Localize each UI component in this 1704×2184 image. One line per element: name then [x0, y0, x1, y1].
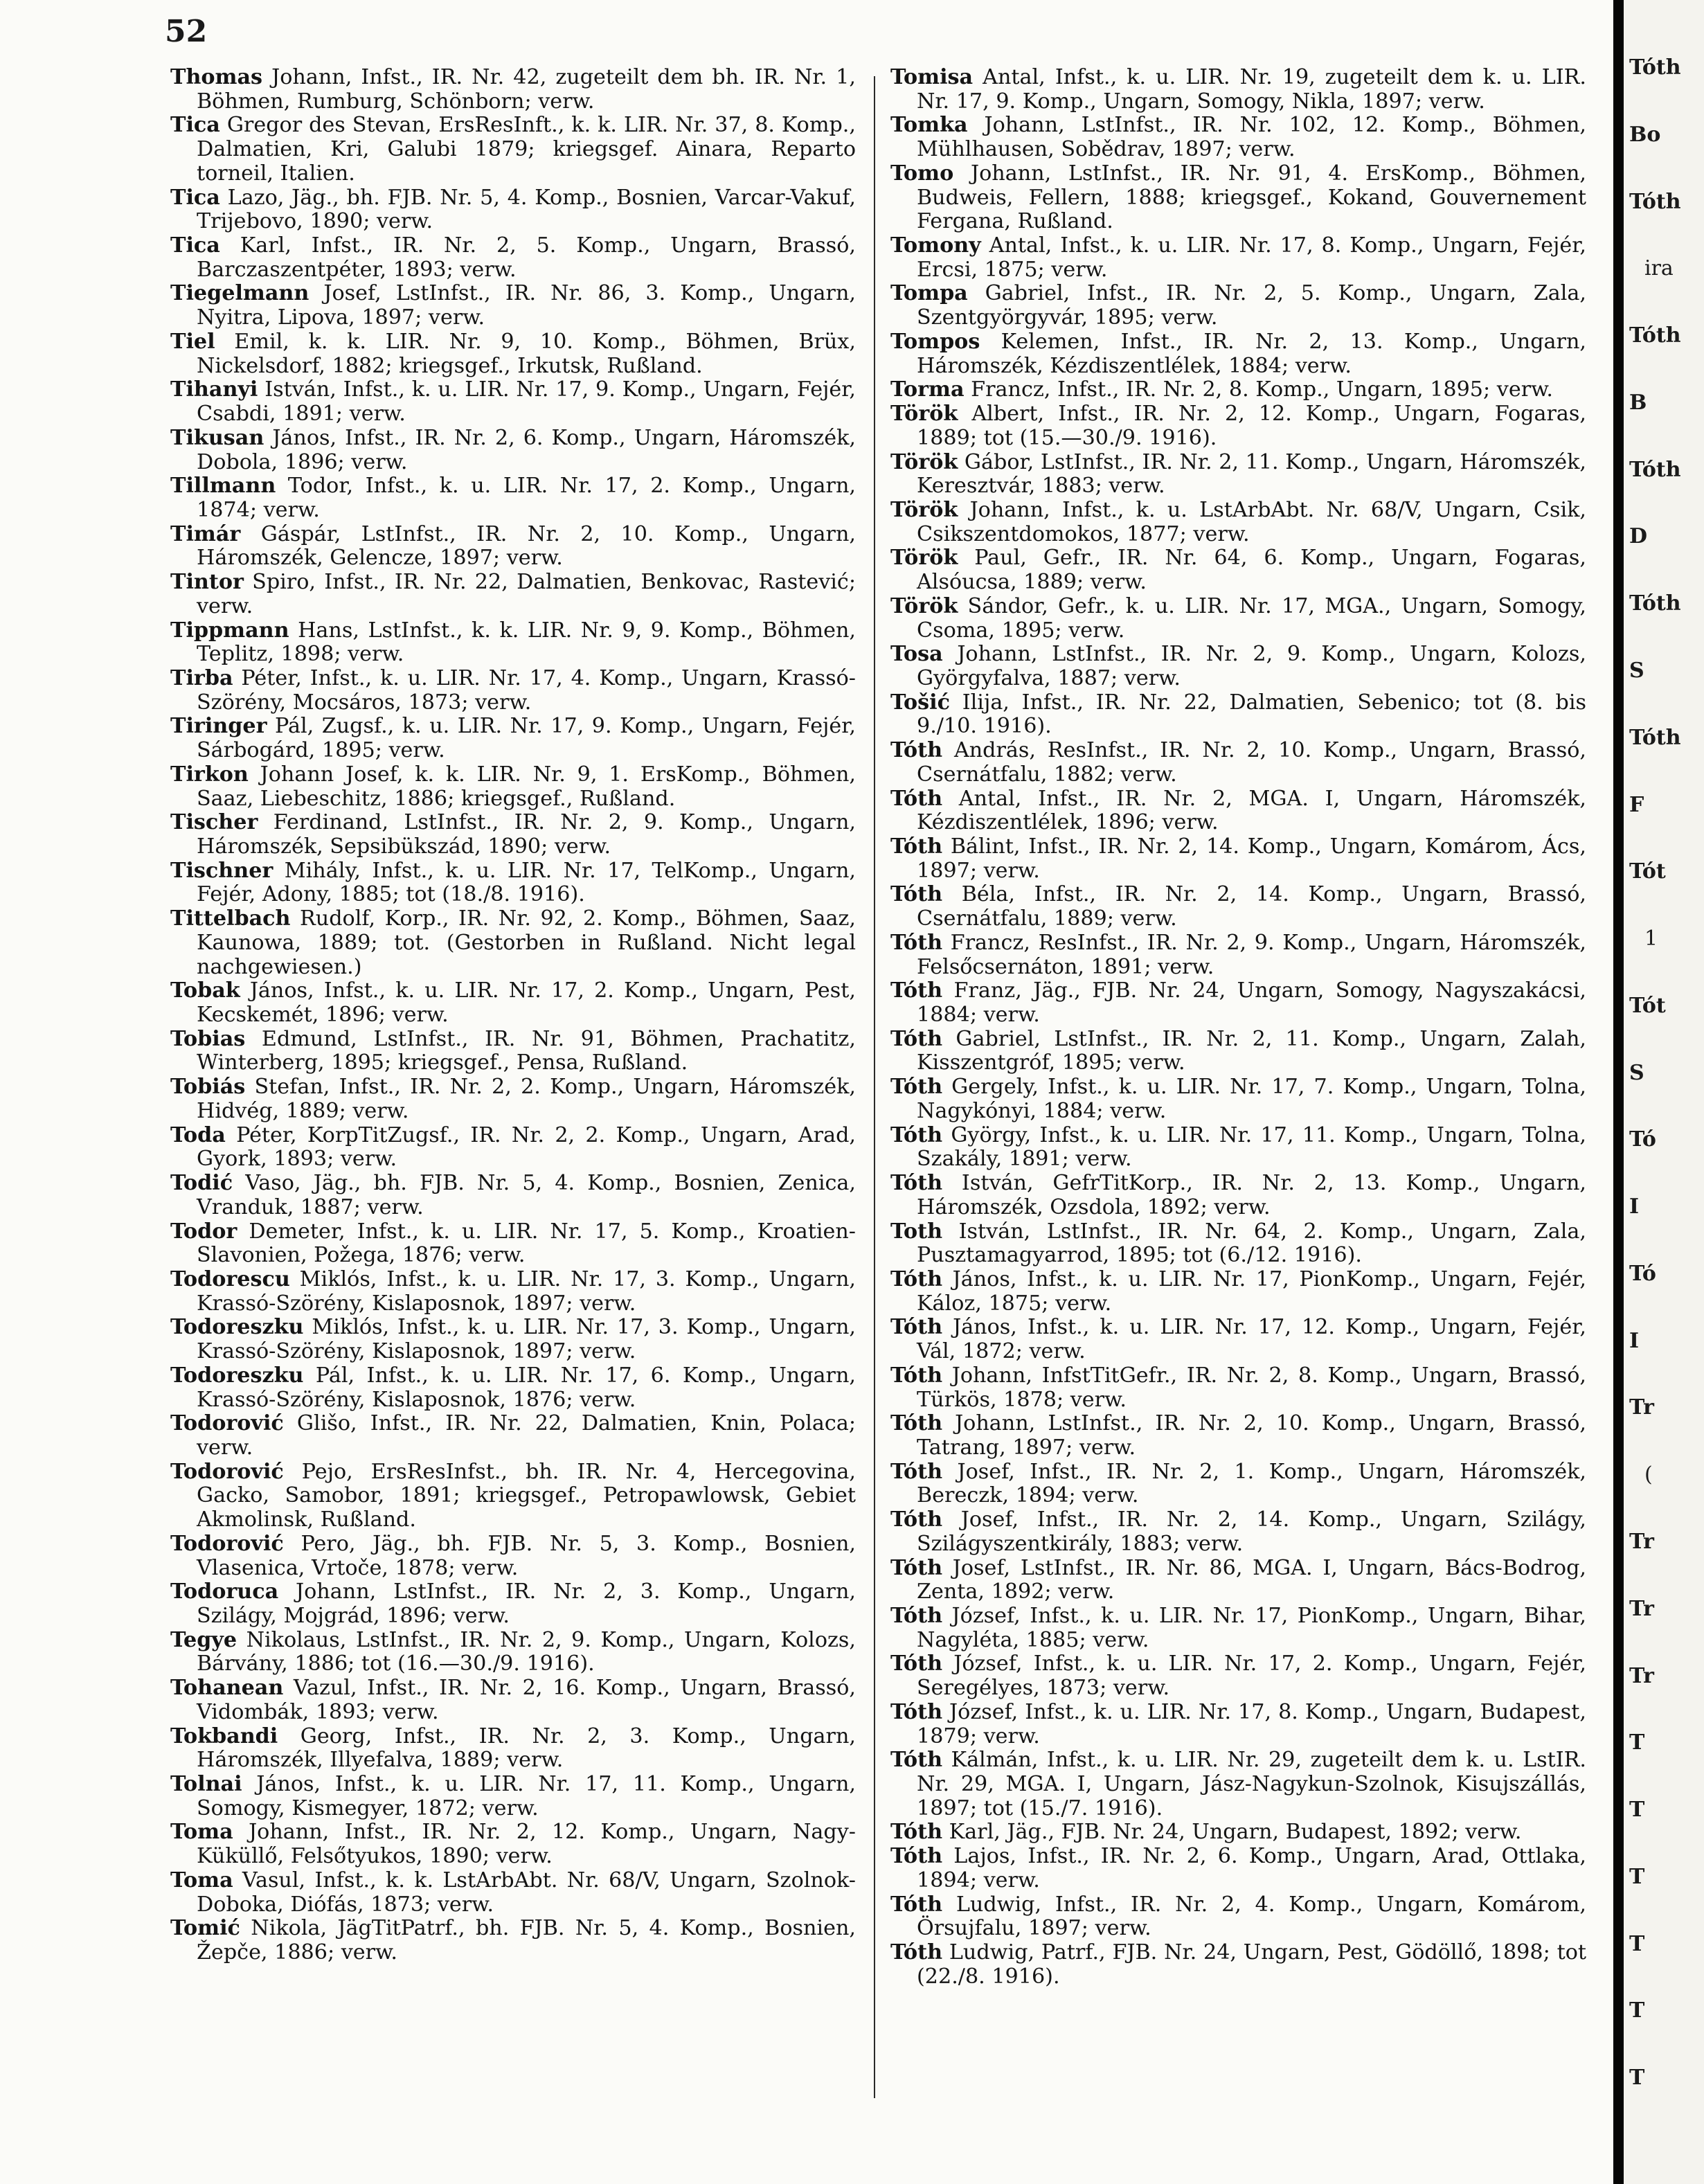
entry-details: József, Infst., k. u. LIR. Nr. 17, PionKomp., Ungarn, Bihar, Nagyléta, 1885; verw.: [917, 1604, 1586, 1652]
entry-details: József, Infst., k. u. LIR. Nr. 17, 2. Komp., Ungarn, Fejér, Seregélyes, 1873; verw.: [917, 1652, 1586, 1701]
entry-details: Ludwig, Infst., IR. Nr. 2, 4. Komp., Ungarn, Komárom, Örsujfalu, 1897; verw.: [917, 1892, 1586, 1941]
entry-details: Lajos, Infst., IR. Nr. 2, 6. Komp., Ungarn, Arad, Ottlaka, 1894; verw.: [917, 1844, 1586, 1892]
entry-details: Gabriel, LstInfst., IR. Nr. 2, 11. Komp., Ungarn, Zalah, Kisszentgróf, 1895; verw.: [917, 1026, 1586, 1075]
entry-surname: Todorović: [170, 1459, 284, 1484]
register-entry: [890, 66, 1586, 114]
register-entry: [170, 234, 856, 282]
entry-details: Gabriel, Infst., IR. Nr. 2, 5. Komp., Ungarn, Zala, Szentgyörgyvár, 1895; verw.: [917, 281, 1586, 330]
register-entry: [170, 979, 856, 1027]
entry-details: Albert, Infst., IR. Nr. 2, 12. Komp., Ungarn, Fogaras, 1889; tot (15.—30./9. 1916).: [917, 402, 1586, 450]
entry-details: Miklós, Infst., k. u. LIR. Nr. 17, 3. Komp., Ungarn, Krassó-Szörény, Kislaposnok, 1897; verw.: [197, 1266, 856, 1316]
register-entry: [170, 523, 856, 571]
register-entry: [170, 114, 856, 186]
entry-surname: Tirba: [170, 665, 233, 690]
entry-details: Lazo, Jäg., bh. FJB. Nr. 5, 4. Komp., Bosnien, Varcar-Vakuf, Trijebovo, 1890; verw.: [197, 185, 856, 234]
entry-details: István, LstInfst., IR. Nr. 64, 2. Komp., Ungarn, Zala, Pusztamagyarrod, 1895; tot (6./12. 1916).: [917, 1219, 1586, 1268]
entry-details: Karl, Infst., IR. Nr. 2, 5. Komp., Ungarn, Brassó, Barczaszentpéter, 1893; verw.: [197, 233, 856, 282]
entry-details: Glišo, Infst., IR. Nr. 22, Dalmatien, Knin, Polaca; verw.: [197, 1411, 856, 1460]
entry-details: Emil, k. k. LIR. Nr. 9, 10. Komp., Böhmen, Brüx, Nickelsdorf, 1882; kriegsgef., Irkutsk, Rußland.: [197, 329, 856, 378]
right-column: [890, 66, 1586, 1989]
entry-surname: Tóth: [890, 882, 943, 907]
register-entry: [170, 859, 856, 907]
next-page-fragment: Tr: [1629, 1663, 1654, 1688]
entry-surname: Tóth: [890, 786, 943, 811]
register-entry: [890, 1748, 1586, 1820]
register-entry: [890, 1941, 1586, 1989]
entry-details: Georg, Infst., IR. Nr. 2, 3. Komp., Ungarn, Háromszék, Illyefalva, 1889; verw.: [197, 1724, 856, 1773]
entry-surname: Tóth: [890, 834, 943, 859]
entry-details: Edmund, LstInfst., IR. Nr. 91, Böhmen, Prachatitz, Winterberg, 1895; kriegsgef., Pensa, Rußland.: [197, 1026, 856, 1075]
entry-details: János, Infst., IR. Nr. 2, 6. Komp., Ungarn, Háromszék, Dobola, 1896; verw.: [197, 425, 856, 474]
entry-details: Béla, Infst., IR. Nr. 2, 14. Komp., Ungarn, Brassó, Csernátfalu, 1889; verw.: [917, 882, 1586, 931]
entry-details: Antal, Infst., k. u. LIR. Nr. 19, zugeteilt dem k. u. LIR. Nr. 17, 9. Komp., Ungarn, Somogy, Nikla, 1897; verw.: [917, 65, 1586, 114]
register-entry: [170, 1412, 856, 1460]
register-entry: [170, 474, 856, 522]
entry-details: Gregor des Stevan, ErsResInft., k. k. LIR. Nr. 37, 8. Komp., Dalmatien, Kri, Galubi 1879; kriegsgef. Ainara, Reparto torneil, Italien.: [197, 113, 856, 186]
entry-details: József, Infst., k. u. LIR. Nr. 17, 8. Komp., Ungarn, Budapest, 1879; verw.: [917, 1699, 1586, 1748]
entry-details: Johann, LstInfst., IR. Nr. 2, 10. Komp., Ungarn, Brassó, Tatrang, 1897; verw.: [917, 1411, 1586, 1460]
register-entry: [170, 1220, 856, 1268]
next-page-fragment: Tóth: [1629, 591, 1681, 616]
register-entry: [170, 1028, 856, 1075]
register-entry: [170, 1364, 856, 1412]
register-entry: [890, 1845, 1586, 1892]
entry-details: Johann, Infst., IR. Nr. 42, zugeteilt dem bh. IR. Nr. 1, Böhmen, Rumburg, Schönborn; verw.: [197, 65, 856, 114]
entry-details: Miklós, Infst., k. u. LIR. Nr. 17, 3. Komp., Ungarn, Krassó-Szörény, Kislaposnok, 1897; verw.: [197, 1315, 856, 1364]
next-page-fragment: S: [1629, 658, 1644, 683]
entry-details: János, Infst., k. u. LIR. Nr. 17, 11. Komp., Ungarn, Somogy, Kismegyer, 1872; verw.: [197, 1772, 856, 1820]
entry-surname: Török: [890, 546, 958, 571]
register-entry: [170, 715, 856, 762]
register-entry: [890, 1508, 1586, 1556]
entry-details: Gábor, LstInfst., IR. Nr. 2, 11. Komp., Ungarn, Háromszék, Keresztvár, 1883; verw.: [917, 449, 1586, 499]
register-entry: [890, 114, 1586, 161]
entry-details: György, Infst., k. u. LIR. Nr. 17, 11. Komp., Ungarn, Tolna, Szakály, 1891; verw.: [917, 1122, 1586, 1172]
entry-surname: Todorescu: [170, 1266, 290, 1291]
next-page-fragment: D: [1629, 524, 1648, 549]
next-page-fragment: T: [1629, 1998, 1645, 2023]
entry-surname: Tóth: [890, 1411, 943, 1436]
page-number: 52: [165, 14, 208, 49]
entry-details: Rudolf, Korp., IR. Nr. 92, 2. Komp., Böhmen, Saaz, Kaunowa, 1889; tot. (Gestorben in Rußland. Nicht legal nachgewiesen.): [197, 906, 856, 979]
next-page-fragment: T: [1629, 1931, 1645, 1956]
register-entry: [170, 330, 856, 378]
entry-surname: Tippmann: [170, 618, 289, 643]
next-page-fragment: Tóth: [1629, 189, 1681, 214]
register-entry: [890, 378, 1586, 402]
left-column: [170, 66, 856, 1965]
register-entry: [170, 1820, 856, 1868]
entry-surname: Tomisa: [890, 65, 974, 89]
entry-details: Pál, Infst., k. u. LIR. Nr. 17, 6. Komp., Ungarn, Krassó-Szörény, Kislaposnok, 1876; verw.: [197, 1363, 856, 1412]
entry-surname: Tomka: [890, 113, 968, 138]
entry-surname: Tomony: [890, 233, 981, 258]
register-entry: [170, 907, 856, 979]
column-divider: [874, 76, 875, 2098]
entry-surname: Timár: [170, 521, 241, 546]
register-entry: [170, 1676, 856, 1724]
next-page-fragment: Tót: [1629, 993, 1666, 1018]
entry-details: Vazul, Infst., IR. Nr. 2, 16. Komp., Ungarn, Brassó, Vidombák, 1893; verw.: [197, 1676, 856, 1724]
entry-surname: Tica: [170, 113, 220, 138]
register-entry: [890, 1557, 1586, 1604]
entry-details: Demeter, Infst., k. u. LIR. Nr. 17, 5. Komp., Kroatien-Slavonien, Požega, 1876; verw.: [197, 1219, 856, 1268]
entry-details: Josef, Infst., IR. Nr. 2, 14. Komp., Ungarn, Szilágy, Szilágyszentkirály, 1883; verw.: [917, 1507, 1586, 1556]
entry-surname: Todić: [170, 1171, 233, 1196]
entry-details: István, GefrTitKorp., IR. Nr. 2, 13. Komp., Ungarn, Háromszék, Ozsdola, 1892; verw.: [917, 1171, 1586, 1219]
entry-surname: Tobias: [170, 1026, 246, 1051]
next-page-fragment: Tó: [1629, 1127, 1656, 1152]
entry-details: Pál, Zugsf., k. u. LIR. Nr. 17, 9. Komp., Ungarn, Fejér, Sárbogárd, 1895; verw.: [197, 714, 856, 763]
entry-details: András, ResInfst., IR. Nr. 2, 10. Komp., Ungarn, Brassó, Csernátfalu, 1882; verw.: [917, 738, 1586, 787]
entry-details: Gáspár, LstInfst., IR. Nr. 2, 10. Komp., Ungarn, Háromszék, Gelencze, 1897; verw.: [197, 521, 856, 571]
entry-details: Francz, ResInfst., IR. Nr. 2, 9. Komp., Ungarn, Háromszék, Felsőcsernáton, 1891; verw.: [917, 930, 1586, 979]
next-page-fragment: Tóth: [1629, 323, 1681, 348]
register-entry: [890, 402, 1586, 450]
entry-details: Johann, Infst., IR. Nr. 2, 12. Komp., Ungarn, Nagy-Küküllő, Felsőtyukos, 1890; verw.: [197, 1820, 856, 1869]
entry-details: Vasul, Infst., k. k. LstArbAbt. Nr. 68/V, Ungarn, Szolnok-Doboka, Diófás, 1873; verw.: [197, 1868, 856, 1917]
register-entry: [170, 186, 856, 234]
register-entry: [170, 1268, 856, 1316]
entry-surname: Tóth: [890, 1940, 943, 1965]
register-entry: [170, 1580, 856, 1628]
entry-surname: Tiel: [170, 329, 215, 354]
entry-surname: Tischer: [170, 810, 258, 835]
register-entry: [890, 1124, 1586, 1172]
entry-surname: Török: [890, 593, 958, 618]
entry-surname: Tillmann: [170, 474, 276, 499]
entry-details: Franz, Jäg., FJB. Nr. 24, Ungarn, Somogy, Nagyszakácsi, 1884; verw.: [917, 978, 1586, 1028]
register-entry: [890, 1460, 1586, 1508]
register-entry: [170, 811, 856, 859]
register-entry: [170, 66, 856, 114]
entry-surname: Tóth: [890, 930, 943, 955]
entry-surname: Toma: [170, 1868, 233, 1892]
register-entry: [890, 1652, 1586, 1700]
register-entry: [890, 1701, 1586, 1748]
register-entry: [170, 667, 856, 715]
entry-details: Francz, Infst., IR. Nr. 2, 8. Komp., Ungarn, 1895; verw.: [964, 377, 1553, 402]
register-entry: [890, 234, 1586, 282]
entry-details: Johann Josef, k. k. LIR. Nr. 9, 1. ErsKomp., Böhmen, Saaz, Liebeschitz, 1886; kriegsgef., Rußland.: [197, 762, 856, 811]
register-entry: [890, 282, 1586, 330]
entry-details: Kelemen, Infst., IR. Nr. 2, 13. Komp., Ungarn, Háromszék, Kézdiszentlélek, 1884; verw.: [917, 329, 1586, 378]
entry-details: János, Infst., k. u. LIR. Nr. 17, 12. Komp., Ungarn, Fejér, Vál, 1872; verw.: [917, 1315, 1586, 1364]
entry-details: János, Infst., k. u. LIR. Nr. 17, 2. Komp., Ungarn, Pest, Kecskemét, 1896; verw.: [197, 978, 856, 1028]
register-entry: [170, 1532, 856, 1580]
entry-surname: Tiegelmann: [170, 281, 310, 306]
register-entry: [890, 499, 1586, 546]
register-entry: [890, 931, 1586, 979]
next-page-fragment: S: [1629, 1060, 1644, 1085]
next-page-fragment: Tr: [1629, 1395, 1654, 1420]
entry-surname: Tiringer: [170, 714, 267, 739]
entry-surname: Tikusan: [170, 425, 264, 450]
entry-surname: Tóth: [890, 1075, 943, 1100]
register-entry: [170, 1869, 856, 1917]
register-entry: [170, 1316, 856, 1363]
entry-surname: Tokbandi: [170, 1724, 278, 1748]
entry-details: Ilija, Infst., IR. Nr. 22, Dalmatien, Sebenico; tot (8. bis 9./10. 1916).: [917, 690, 1586, 739]
entry-surname: Tóth: [890, 1171, 943, 1196]
register-entry: [890, 595, 1586, 643]
next-page-fragment: Tóth: [1629, 55, 1681, 80]
entry-surname: Tobiás: [170, 1075, 246, 1100]
entry-details: Kálmán, Infst., k. u. LIR. Nr. 29, zugeteilt dem k. u. LstIR. Nr. 29, MGA. I, Ungarn, Jász-Nagykun-Szolnok, Kisujszállás, 1897; tot (15./7. 1916).: [917, 1748, 1586, 1820]
next-page-fragment: 1: [1644, 927, 1658, 951]
register-entry: [890, 330, 1586, 378]
entry-surname: Todorović: [170, 1531, 284, 1556]
register-entry: [890, 739, 1586, 787]
entry-surname: Toth: [890, 1219, 943, 1244]
entry-surname: Török: [890, 497, 958, 522]
entry-details: Ferdinand, LstInfst., IR. Nr. 2, 9. Komp., Ungarn, Háromszék, Sepsibükszád, 1890; verw.: [197, 810, 856, 859]
entry-details: Josef, LstInfst., IR. Nr. 86, 3. Komp., Ungarn, Nyitra, Lipova, 1897; verw.: [197, 281, 856, 330]
entry-surname: Tóth: [890, 1892, 943, 1917]
next-page-fragment: Tr: [1629, 1596, 1654, 1621]
register-entry: [890, 1316, 1586, 1363]
next-page-fragment: (: [1644, 1462, 1653, 1487]
register-entry: [890, 451, 1586, 499]
entry-surname: Tomić: [170, 1916, 240, 1941]
entry-surname: Tóth: [890, 1652, 943, 1676]
entry-surname: Török: [890, 449, 958, 474]
entry-surname: Tomo: [890, 161, 954, 186]
register-entry: [170, 1460, 856, 1532]
entry-surname: Tompos: [890, 329, 980, 354]
entry-surname: Tompa: [890, 281, 968, 306]
next-page-fragment: Tr: [1629, 1530, 1654, 1555]
entry-details: Ludwig, Patrf., FJB. Nr. 24, Ungarn, Pest, Gödöllő, 1898; tot (22./8. 1916).: [917, 1940, 1586, 1989]
next-page-fragment: ira: [1644, 256, 1674, 281]
entry-details: Spiro, Infst., IR. Nr. 22, Dalmatien, Benkovac, Rastević; verw.: [197, 570, 856, 618]
entry-surname: Tóth: [890, 1266, 943, 1291]
register-entry: [170, 427, 856, 474]
entry-surname: Tóth: [890, 978, 943, 1003]
entry-surname: Tóth: [890, 1315, 943, 1340]
entry-surname: Török: [890, 402, 958, 427]
register-entry: [890, 546, 1586, 594]
entry-details: Sándor, Gefr., k. u. LIR. Nr. 17, MGA., Ungarn, Somogy, Csoma, 1895; verw.: [917, 593, 1586, 643]
entry-details: Péter, Infst., k. u. LIR. Nr. 17, 4. Komp., Ungarn, Krassó-Szörény, Mocsáros, 1873; verw.: [197, 665, 856, 715]
entry-surname: Tirkon: [170, 762, 249, 787]
entry-surname: Tóth: [890, 1459, 943, 1484]
entry-details: Pero, Jäg., bh. FJB. Nr. 5, 3. Komp., Bosnien, Vlasenica, Vrtoče, 1878; verw.: [197, 1531, 856, 1580]
entry-surname: Tóth: [890, 1844, 943, 1869]
register-entry: [170, 619, 856, 667]
entry-details: Nikolaus, LstInfst., IR. Nr. 2, 9. Komp., Ungarn, Kolozs, Bárvány, 1886; tot (16.—30./9. 1916).: [197, 1627, 856, 1676]
register-entry: [170, 1917, 856, 1964]
entry-surname: Tošić: [890, 690, 950, 715]
entry-details: Johann, Infst., k. u. LstArbAbt. Nr. 68/V, Ungarn, Csik, Csikszentdomokos, 1877; verw.: [917, 497, 1586, 546]
entry-surname: Tintor: [170, 570, 244, 595]
register-entry: [890, 1893, 1586, 1941]
register-entry: [890, 1412, 1586, 1460]
entry-details: Johann, LstInfst., IR. Nr. 91, 4. ErsKomp., Böhmen, Budweis, Fellern, 1888; kriegsgef., Kokand, Gouvernement Fergana, Rußland.: [917, 161, 1586, 234]
entry-details: Todor, Infst., k. u. LIR. Nr. 17, 2. Komp., Ungarn, 1874; verw.: [197, 474, 856, 522]
entry-details: Johann, LstInfst., IR. Nr. 2, 9. Komp., Ungarn, Kolozs, Györgyfalva, 1887; verw.: [917, 642, 1586, 690]
register-entry: [170, 1629, 856, 1676]
adjacent-page-edge: [1624, 0, 1704, 2184]
entry-details: Johann, LstInfst., IR. Nr. 102, 12. Komp., Böhmen, Mühlhausen, Sobědrav, 1897; verw.: [917, 113, 1586, 162]
entry-surname: Toda: [170, 1122, 226, 1147]
register-entry: [890, 1028, 1586, 1075]
entry-details: Bálint, Infst., IR. Nr. 2, 14. Komp., Ungarn, Komárom, Ács, 1897; verw.: [917, 834, 1586, 883]
register-entry: [170, 1124, 856, 1172]
entry-surname: Thomas: [170, 65, 263, 89]
next-page-fragment: B: [1629, 390, 1647, 415]
register-entry: [890, 1820, 1586, 1845]
entry-surname: Tóth: [890, 1026, 943, 1051]
entry-surname: Tóth: [890, 1507, 943, 1532]
next-page-fragment: Tó: [1629, 1261, 1656, 1286]
entry-details: Josef, Infst., IR. Nr. 2, 1. Komp., Ungarn, Háromszék, Bereczk, 1894; verw.: [917, 1459, 1586, 1508]
next-page-fragment: I: [1629, 1194, 1640, 1219]
entry-details: János, Infst., k. u. LIR. Nr. 17, PionKomp., Ungarn, Fejér, Káloz, 1875; verw.: [917, 1266, 1586, 1316]
register-entry: [890, 1075, 1586, 1123]
entry-surname: Tohanean: [170, 1676, 284, 1701]
register-entry: [170, 571, 856, 618]
entry-details: Josef, LstInfst., IR. Nr. 86, MGA. I, Ungarn, Bács-Bodrog, Zenta, 1892; verw.: [917, 1555, 1586, 1604]
entry-surname: Tóth: [890, 1555, 943, 1580]
entry-details: Hans, LstInfst., k. k. LIR. Nr. 9, 9. Komp., Böhmen, Teplitz, 1898; verw.: [197, 618, 856, 667]
entry-surname: Torma: [890, 377, 965, 402]
entry-surname: Tóth: [890, 1820, 943, 1845]
entry-surname: Tóth: [890, 1748, 943, 1773]
next-page-fragment: I: [1629, 1328, 1640, 1353]
register-entry: [170, 1773, 856, 1820]
register-entry: [170, 378, 856, 426]
next-page-fragment: T: [1629, 1730, 1645, 1755]
entry-surname: Todorović: [170, 1411, 284, 1436]
entry-details: Johann, InfstTitGefr., IR. Nr. 2, 8. Komp., Ungarn, Brassó, Türkös, 1878; verw.: [917, 1363, 1586, 1412]
register-entry: [890, 1364, 1586, 1412]
next-page-fragment: Tót: [1629, 859, 1666, 884]
entry-surname: Tittelbach: [170, 906, 291, 931]
entry-details: Mihály, Infst., k. u. LIR. Nr. 17, TelKomp., Ungarn, Fejér, Adony, 1885; tot (18./8. 1916).: [197, 858, 856, 907]
next-page-fragment: Tóth: [1629, 457, 1681, 482]
register-entry: [890, 883, 1586, 931]
register-entry: [890, 643, 1586, 690]
entry-surname: Tica: [170, 185, 220, 210]
register-entry: [890, 787, 1586, 835]
entry-details: Gergely, Infst., k. u. LIR. Nr. 17, 7. Komp., Ungarn, Tolna, Nagykónyi, 1884; verw.: [917, 1075, 1586, 1123]
register-entry: [890, 162, 1586, 234]
entry-surname: Tóth: [890, 1363, 943, 1388]
next-page-fragment: Bo: [1629, 122, 1661, 147]
entry-details: Karl, Jäg., FJB. Nr. 24, Ungarn, Budapest, 1892; verw.: [942, 1820, 1522, 1845]
entry-details: Péter, KorpTitZugsf., IR. Nr. 2, 2. Komp., Ungarn, Arad, Gyork, 1893; verw.: [197, 1122, 856, 1172]
register-entry: [170, 1725, 856, 1773]
entry-surname: Tóth: [890, 738, 943, 763]
next-page-fragment: T: [1629, 1864, 1645, 1889]
register-entry: [890, 1220, 1586, 1268]
entry-surname: Todor: [170, 1219, 237, 1244]
entry-surname: Tihanyi: [170, 377, 258, 402]
next-page-fragment: Tóth: [1629, 725, 1681, 750]
entry-surname: Tosa: [890, 642, 943, 667]
next-page-fragment: T: [1629, 1798, 1645, 1823]
entry-surname: Todoreszku: [170, 1315, 304, 1340]
entry-details: Nikola, JägTitPatrf., bh. FJB. Nr. 5, 4. Komp., Bosnien, Žepče, 1886; verw.: [197, 1916, 856, 1965]
entry-surname: Tóth: [890, 1604, 943, 1628]
register-entry: [890, 979, 1586, 1027]
entry-surname: Toma: [170, 1820, 233, 1845]
entry-surname: Tolnai: [170, 1772, 242, 1797]
register-entry: [890, 691, 1586, 739]
register-entry: [170, 1075, 856, 1123]
register-entry: [170, 282, 856, 330]
entry-details: Vaso, Jäg., bh. FJB. Nr. 5, 4. Komp., Bosnien, Zenica, Vranduk, 1887; verw.: [197, 1171, 856, 1219]
entry-details: Paul, Gefr., IR. Nr. 64, 6. Komp., Ungarn, Fogaras, Alsóucsa, 1889; verw.: [917, 546, 1586, 595]
entry-surname: Tegye: [170, 1627, 237, 1652]
register-entry: [170, 1172, 856, 1219]
entry-surname: Todoruca: [170, 1579, 279, 1604]
register-entry: [890, 1268, 1586, 1316]
entry-surname: Tóth: [890, 1699, 943, 1724]
entry-details: Pejo, ErsResInfst., bh. IR. Nr. 4, Hercegovina, Gacko, Samobor, 1891; kriegsgef., Petropawlowsk, Gebiet Akmolinsk, Rußland.: [197, 1459, 856, 1532]
next-page-fragment: T: [1629, 2066, 1645, 2091]
entry-surname: Tobak: [170, 978, 240, 1003]
entry-surname: Tischner: [170, 858, 273, 883]
entry-details: Stefan, Infst., IR. Nr. 2, 2. Komp., Ungarn, Háromszék, Hidvég, 1889; verw.: [197, 1075, 856, 1123]
register-entry: [170, 763, 856, 811]
entry-details: Antal, Infst., k. u. LIR. Nr. 17, 8. Komp., Ungarn, Fejér, Ercsi, 1875; verw.: [917, 233, 1586, 282]
register-entry: [890, 1172, 1586, 1219]
register-entry: [890, 1604, 1586, 1652]
entry-surname: Todoreszku: [170, 1363, 304, 1388]
entry-surname: Tica: [170, 233, 220, 258]
entry-surname: Tóth: [890, 1122, 943, 1147]
entry-details: Johann, LstInfst., IR. Nr. 2, 3. Komp., Ungarn, Szilágy, Mojgrád, 1896; verw.: [197, 1579, 856, 1628]
entry-details: Antal, Infst., IR. Nr. 2, MGA. I, Ungarn, Háromszék, Kézdiszentlélek, 1896; verw.: [917, 786, 1586, 835]
register-entry: [890, 835, 1586, 883]
next-page-fragment: F: [1629, 792, 1644, 817]
entry-details: István, Infst., k. u. LIR. Nr. 17, 9. Komp., Ungarn, Fejér, Csabdi, 1891; verw.: [197, 377, 856, 427]
